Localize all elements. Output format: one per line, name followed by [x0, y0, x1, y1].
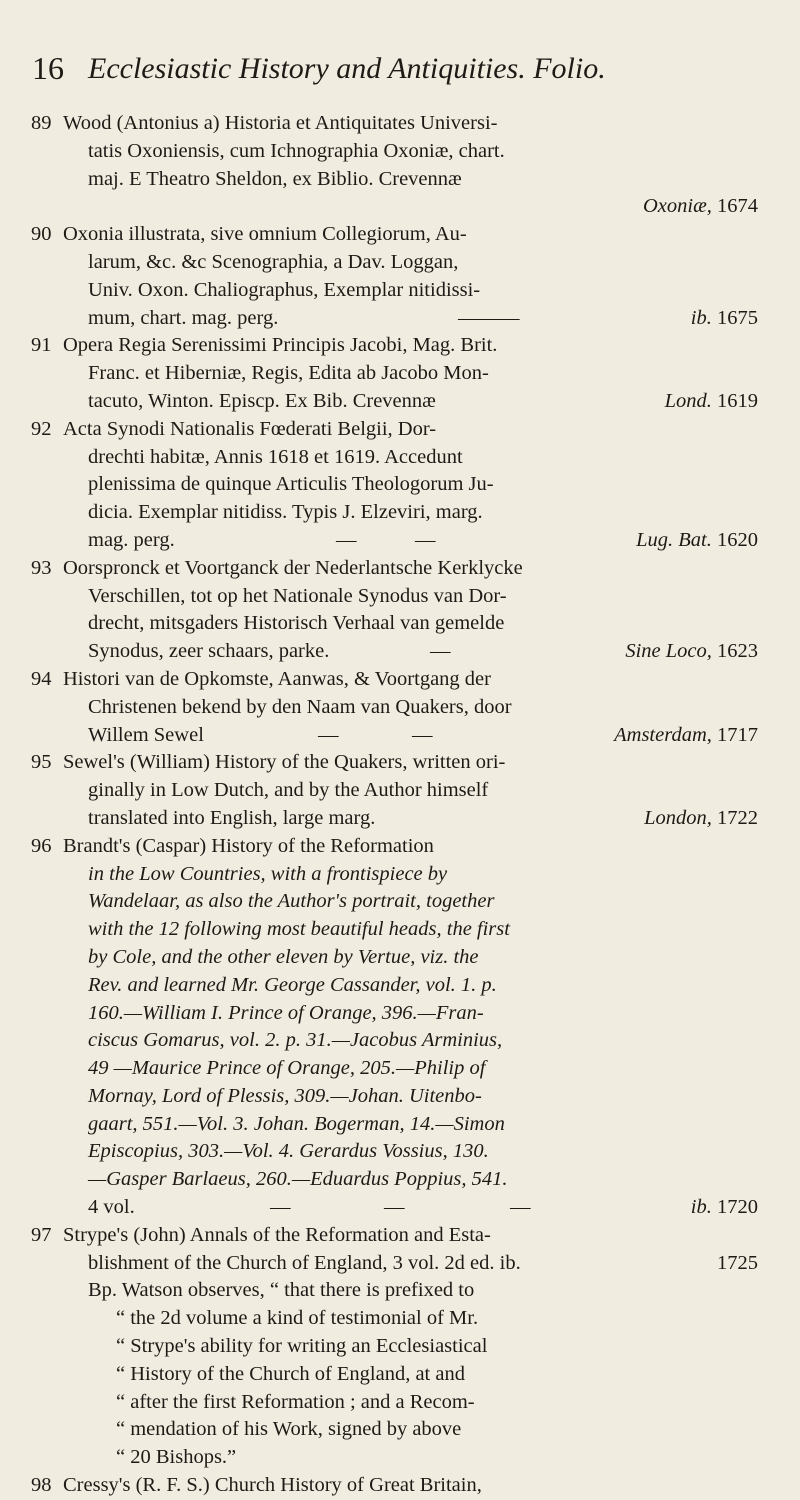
entry-text: tatis Oxoniensis, cum Ichnographia Oxoniæ, chart.: [88, 139, 505, 162]
entry-dash: —: [510, 1196, 531, 1219]
entry-text: tacuto, Winton. Episcp. Ex Bib. Crevennæ: [88, 389, 436, 412]
entry-text: Oxonia illustrata, sive omnium Collegiorum, Au-: [63, 223, 467, 246]
entry-number: 98: [31, 1474, 52, 1497]
catalogue-entry: [0, 1472, 800, 1500]
entry-text: drecht, mitsgaders Historisch Verhaal van gemelde: [88, 612, 505, 635]
entry-number: 92: [31, 417, 52, 440]
entry-dash: —: [270, 1196, 291, 1219]
entry-text: 160.—William I. Prince of Orange, 396.—Fran-: [88, 1001, 484, 1024]
entry-text: Cressy's (R. F. S.) Church History of Great Britain,: [63, 1474, 482, 1497]
entry-place: Lond.: [664, 389, 712, 412]
entry-text: Willem Sewel: [88, 723, 204, 746]
entry-text: translated into English, large marg.: [88, 806, 376, 829]
entry-year: 1623: [717, 640, 758, 663]
entry-dash: —: [430, 640, 451, 663]
catalogue-entries: [0, 110, 800, 1500]
entry-text: “ 20 Bishops.”: [116, 1446, 237, 1469]
entry-text: Bp. Watson observes, “ that there is prefixed to: [88, 1279, 475, 1302]
entry-text: Mornay, Lord of Plessis, 309.—Johan. Uitenbo-: [88, 1084, 482, 1107]
entry-number: 94: [31, 667, 52, 690]
entry-year: 1722: [717, 806, 758, 829]
catalogue-entry: [0, 416, 800, 555]
entry-place: Amsterdam,: [614, 723, 712, 746]
entry-text: Christenen bekend by den Naam van Quakers, door: [88, 695, 512, 718]
entry-imprint: [691, 305, 758, 333]
entry-number: 91: [31, 334, 52, 357]
entry-text: Histori van de Opkomste, Aanwas, & Voortgang der: [63, 667, 491, 690]
page-number: 16: [32, 50, 64, 86]
entry-text: Sewel's (William) History of the Quakers, written ori-: [63, 751, 506, 774]
entry-year: 1675: [717, 306, 758, 329]
entry-text: Synodus, zeer schaars, parke.: [88, 640, 330, 663]
entry-text: mum, chart. mag. perg.: [88, 306, 279, 329]
entry-dash: —: [412, 723, 433, 746]
catalogue-entry: [0, 749, 800, 832]
catalogue-entry: [0, 221, 800, 332]
entry-text: Wandelaar, as also the Author's portrait, together: [88, 890, 495, 913]
entry-text: Rev. and learned Mr. George Cassander, vol. 1. p.: [88, 973, 497, 996]
entry-year: 1619: [717, 389, 758, 412]
catalogue-entry: [0, 555, 800, 666]
entry-year: 1725: [717, 1251, 758, 1274]
entry-text: Brandt's (Caspar) History of the Reformation: [63, 834, 434, 857]
page-header: [32, 50, 772, 100]
entry-text: plenissima de quinque Articulis Theologorum Ju-: [88, 473, 494, 496]
entry-number: 97: [31, 1223, 52, 1246]
entry-place: Lug. Bat.: [636, 528, 712, 551]
entry-text: Acta Synodi Nationalis Fœderati Belgii, Dor-: [63, 417, 437, 440]
entry-text: ginally in Low Dutch, and by the Author himself: [88, 779, 489, 802]
entry-text: Oorspronck et Voortganck der Nederlantsche Kerklycke: [63, 556, 523, 579]
entry-imprint: [644, 805, 758, 833]
entry-text: drechti habitæ, Annis 1618 et 1619. Accedunt: [88, 445, 463, 468]
entry-text: 4 vol.: [88, 1196, 135, 1219]
entry-text: mag. perg.: [88, 528, 175, 551]
entry-text: Franc. et Hiberniæ, Regis, Edita ab Jacobo Mon-: [88, 362, 489, 385]
entry-text: dicia. Exemplar nitidiss. Typis J. Elzeviri, marg.: [88, 501, 483, 524]
catalogue-entry: [0, 332, 800, 415]
entry-text: “ History of the Church of England, at and: [116, 1362, 465, 1385]
entry-dash: —: [318, 723, 339, 746]
entry-number: 96: [31, 834, 52, 857]
entry-place: ib.: [690, 306, 712, 329]
entry-number: 95: [31, 751, 52, 774]
entry-imprint: [614, 722, 758, 750]
entry-text: with the 12 following most beautiful heads, the first: [88, 918, 510, 941]
entry-imprint: [643, 193, 758, 221]
entry-text: larum, &c. &c Scenographia, a Dav. Loggan,: [88, 250, 459, 273]
entry-year: 1720: [717, 1196, 758, 1219]
entry-imprint: [636, 527, 758, 555]
entry-year: 1717: [717, 723, 758, 746]
entry-number: 90: [31, 223, 52, 246]
entry-text: gaart, 551.—Vol. 3. Johan. Bogerman, 14.—Simon: [88, 1112, 505, 1135]
entry-text: Episcopius, 303.—Vol. 4. Gerardus Vossius, 130.: [88, 1140, 489, 1163]
entry-text: Opera Regia Serenissimi Principis Jacobi, Mag. Brit.: [63, 334, 498, 357]
entry-text: —Gasper Barlaeus, 260.—Eduardus Poppius, 541.: [88, 1168, 508, 1191]
catalogue-entry: [0, 110, 800, 221]
entry-dash: ———: [458, 306, 520, 329]
entry-place: Oxoniæ,: [642, 195, 712, 218]
entry-text: 49 —Maurice Prince of Orange, 205.—Philip of: [88, 1057, 486, 1080]
entry-text: Strype's (John) Annals of the Reformation and Esta-: [63, 1223, 491, 1246]
entry-text: ciscus Gomarus, vol. 2. p. 31.—Jacobus Arminius,: [88, 1029, 503, 1052]
entry-place: ib.: [690, 1196, 712, 1219]
entry-imprint: [625, 638, 758, 666]
entry-text: by Cole, and the other eleven by Vertue, viz. the: [88, 945, 479, 968]
entry-text: Univ. Oxon. Chaliographus, Exemplar nitidissi-: [88, 278, 481, 301]
entry-year: 1674: [717, 195, 758, 218]
entry-dash: —: [415, 528, 436, 551]
entry-text: “ mendation of his Work, signed by above: [116, 1418, 462, 1441]
entry-imprint: [691, 1194, 758, 1222]
entry-text: in the Low Countries, with a frontispiece by: [88, 862, 448, 885]
entry-text: “ the 2d volume a kind of testimonial of Mr.: [116, 1307, 479, 1330]
entry-year: 1620: [717, 528, 758, 551]
entry-place: Sine Loco,: [625, 640, 712, 663]
entry-place: London,: [644, 806, 712, 829]
entry-text: “ Strype's ability for writing an Ecclesiastical: [116, 1335, 488, 1358]
entry-text: Verschillen, tot op het Nationale Synodus van Dor-: [88, 584, 507, 607]
entry-number: 89: [31, 112, 52, 134]
catalogue-entry: [0, 666, 800, 749]
entry-imprint: [665, 388, 758, 416]
running-title: Ecclesiastic History and Antiquities. Folio.: [88, 52, 606, 85]
entry-dash: —: [384, 1196, 405, 1219]
entry-dash: —: [336, 528, 357, 551]
entry-number: 93: [31, 556, 52, 579]
catalogue-entry: [0, 1222, 800, 1472]
entry-text: maj. E Theatro Sheldon, ex Biblio. Crevennæ: [88, 167, 462, 190]
entry-text: “ after the first Reformation ; and a Recom-: [116, 1390, 475, 1413]
catalogue-entry: [0, 833, 800, 1222]
entry-text: Wood (Antonius a) Historia et Antiquitates Universi-: [63, 112, 498, 134]
entry-text: blishment of the Church of England, 3 vol. 2d ed. ib.: [88, 1251, 521, 1274]
